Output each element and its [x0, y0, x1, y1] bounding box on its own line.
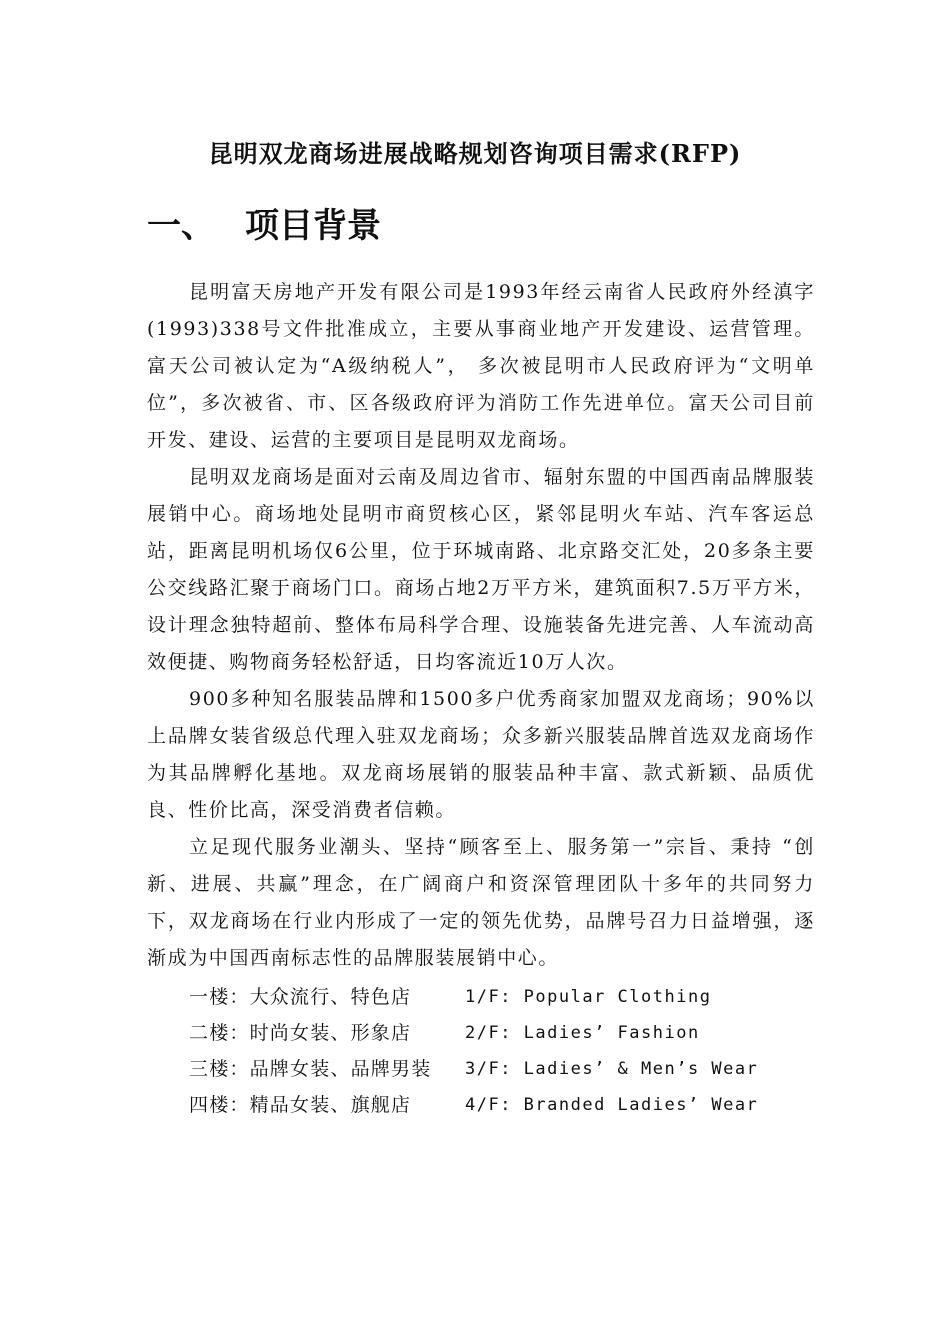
floor-chinese-label: 三楼：品牌女装、品牌男装: [189, 1058, 432, 1080]
floor-row: [147, 1087, 815, 1123]
paragraph-mall-intro: 昆明双龙商场是面对云南及周边省市、辐射东盟的中国西南品牌服装展销中心。商场地处昆明市商贸核心区，紧邻昆明火车站、汽车客运总站，距离昆明机场仅6公里，位于环城南路、北京路交汇处，20多条主要公交线路汇聚于商场门口。商场占地2万平方米，建筑面积7.5万平方米，设计理念独特超前、整体布局科学合理、设施装备先进完善、人车流动高效便捷、购物商务轻松舒适，日均客流近10万人次。: [147, 466, 815, 673]
document-title: 昆明双龙商场进展战略规划咨询项目需求(RFP): [208, 139, 742, 168]
section-title: 项目背景: [245, 206, 381, 246]
body-text: [147, 274, 815, 1123]
floor-english-label: 4/F: Branded Ladies’ Wear: [465, 1095, 759, 1115]
floor-row: [147, 1015, 815, 1051]
floor-chinese-label: 一楼：大众流行、特色店: [189, 986, 412, 1008]
floor-english-label: 1/F: Popular Clothing: [465, 987, 712, 1007]
floor-english-label: 2/F: Ladies’ Fashion: [465, 1023, 700, 1043]
paragraph-brands: 900多种知名服装品牌和1500多户优秀商家加盟双龙商场；90%以上品牌女装省级总代理入驻双龙商场；众多新兴服装品牌首选双龙商场作为其品牌孵化基地。双龙商场展销的服装品种丰富、款式新颖、品质优良、性价比高，深受消费者信赖。: [147, 688, 815, 821]
floor-row: [147, 1051, 815, 1087]
paragraph-philosophy: 立足现代服务业潮头、坚持“顾客至上、服务第一”宗旨、秉持 “创新、进展、共赢”理念，在广阔商户和资深管理团队十多年的共同努力下，双龙商场在行业内形成了一定的领先优势，品牌号召力日益增强，逐渐成为中国西南标志性的品牌服装展销中心。: [147, 836, 815, 969]
section-number: 一、: [147, 206, 215, 246]
floor-chinese-label: 四楼：精品女装、旗舰店: [189, 1094, 412, 1116]
floor-directory: [147, 979, 815, 1123]
section-heading: [147, 204, 381, 248]
floor-row: [147, 979, 815, 1015]
floor-chinese-label: 二楼：时尚女装、形象店: [189, 1022, 412, 1044]
paragraph-company-intro: 昆明富天房地产开发有限公司是1993年经云南省人民政府外经滇字(1993)338号文件批准成立，主要从事商业地产开发建设、运营管理。富天公司被认定为“A级纳税人”， 多次被昆明市人民政府评为“文明单位”，多次被省、市、区各级政府评为消防工作先进单位。富天公司目前开发、建设、运营的主要项目是昆明双龙商场。: [147, 281, 815, 451]
floor-english-label: 3/F: Ladies’ & Men’s Wear: [465, 1059, 759, 1079]
